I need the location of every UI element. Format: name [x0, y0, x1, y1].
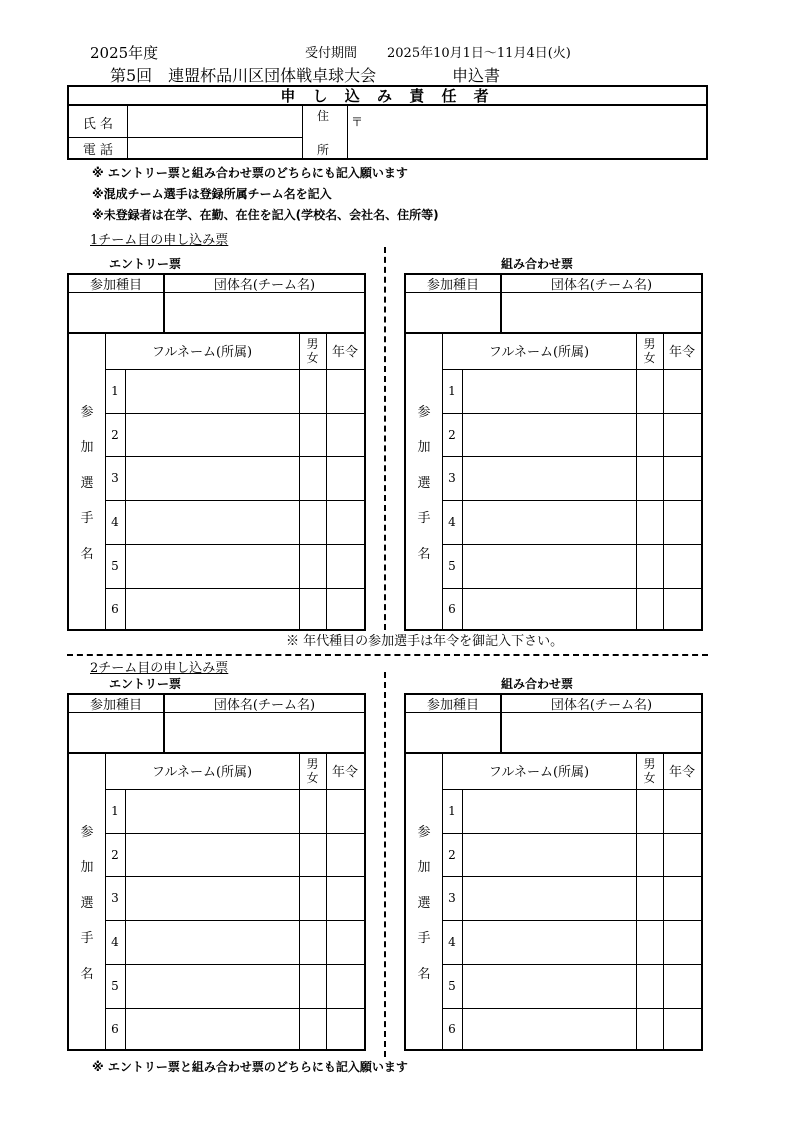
responsible-heading: 申 し 込 み 責 任 者 — [280, 86, 495, 105]
team1-combination-player-6-sex-input[interactable] — [638, 590, 661, 630]
team1-combination-player-3-name-input[interactable] — [464, 458, 634, 498]
team2-entry-player-5-age-input[interactable] — [328, 966, 362, 1006]
team1-entry-player-5-age-input[interactable] — [328, 546, 362, 586]
team2-entry-player-4-sex-input[interactable] — [301, 922, 324, 962]
team2-entry-row-number: 6 — [111, 1022, 119, 1037]
horizontal-divider — [67, 654, 708, 656]
team2-section-title: 2チーム目の申し込み票 — [90, 661, 229, 676]
vertical-divider-top — [384, 247, 386, 630]
fiscal-year: 2025年度 — [90, 44, 159, 62]
postal-mark: 〒 — [351, 115, 364, 129]
team2-combination-player-6-name-input[interactable] — [464, 1010, 634, 1050]
team1-combination-player-6-name-input[interactable] — [464, 590, 634, 630]
team1-entry-category-input[interactable] — [69, 293, 163, 331]
tournament-title: 第5回 連盟杯品川区団体戦卓球大会 — [110, 66, 377, 85]
team1-entry-player-1-sex-input[interactable] — [301, 371, 324, 411]
team1-entry-row-number: 5 — [111, 558, 119, 573]
team2-combination-player-3-age-input[interactable] — [665, 878, 699, 918]
team1-combination-col-line — [636, 332, 637, 631]
team2-entry-row-number: 5 — [111, 978, 119, 993]
team1-combination-row-number: 4 — [448, 514, 456, 529]
team2-combination-player-1-sex-input[interactable] — [638, 791, 661, 831]
period-value: 2025年10月1日～11月4日(火) — [387, 46, 571, 61]
team1-entry-row-line — [105, 500, 366, 501]
team2-combination-sex-female: 女 — [643, 770, 656, 785]
team2-combination-player-2-age-input[interactable] — [665, 835, 699, 875]
team1-combination-category-input[interactable] — [406, 293, 500, 331]
team2-combination-sex-header — [636, 752, 663, 789]
team2-combination-player-2-sex-input[interactable] — [638, 835, 661, 875]
team1-entry-player-1-name-input[interactable] — [127, 371, 297, 411]
team1-entry-player-3-sex-input[interactable] — [301, 458, 324, 498]
address-label-top: 住 — [317, 109, 330, 123]
age-note: ※ 年代種目の参加選手は年令を御記入下さい。 — [286, 634, 564, 649]
team1-combination-player-2-name-input[interactable] — [464, 415, 634, 455]
team2-entry-player-6-age-input[interactable] — [328, 1010, 362, 1050]
team2-combination-fullname-header: フルネーム(所属) — [488, 765, 590, 780]
team1-entry-row-number: 2 — [111, 427, 119, 442]
team1-entry-players-label-char: 選 — [80, 475, 94, 491]
team1-entry-player-5-name-input[interactable] — [127, 546, 297, 586]
team2-entry-player-2-age-input[interactable] — [328, 835, 362, 875]
team2-entry-players-label-char: 参 — [80, 824, 94, 840]
team1-combination-player-2-age-input[interactable] — [665, 415, 699, 455]
team2-combination-row-line — [442, 876, 703, 877]
team1-entry-player-1-age-input[interactable] — [328, 371, 362, 411]
name-label: 氏 名 — [82, 116, 114, 132]
team2-combination-team-name-input[interactable] — [502, 713, 701, 751]
team2-entry-player-1-age-input[interactable] — [328, 791, 362, 831]
team1-section-title: 1チーム目の申し込み票 — [90, 233, 229, 248]
team1-entry-player-2-sex-input[interactable] — [301, 415, 324, 455]
team1-entry-player-5-sex-input[interactable] — [301, 546, 324, 586]
team1-combination-team-name-input[interactable] — [502, 293, 701, 331]
team2-combination-player-4-age-input[interactable] — [665, 922, 699, 962]
team1-entry-row-number: 1 — [111, 383, 119, 398]
team1-combination-fullname-header: フルネーム(所属) — [488, 345, 590, 360]
team2-combination-age-header: 年令 — [668, 765, 695, 780]
team1-combination-sex-male: 男 — [643, 336, 656, 351]
team2-entry-players-label-char: 加 — [80, 860, 94, 875]
team2-combination-player-6-age-input[interactable] — [665, 1010, 699, 1050]
team1-entry-label: エントリー票 — [109, 257, 182, 271]
team1-entry-player-2-age-input[interactable] — [328, 415, 362, 455]
team2-entry-player-5-sex-input[interactable] — [301, 966, 324, 1006]
team2-combination-row-number: 6 — [448, 1022, 456, 1037]
team1-combination-player-4-name-input[interactable] — [464, 502, 634, 542]
team1-combination-players-label-char: 名 — [417, 546, 431, 562]
team2-entry-player-4-name-input[interactable] — [127, 922, 297, 962]
team1-combination-row-line — [442, 500, 703, 501]
team1-entry-row-number: 4 — [111, 514, 119, 529]
team2-entry-players-label-char: 名 — [80, 966, 94, 982]
team1-entry-sex-female: 女 — [306, 350, 319, 365]
team1-entry-player-6-sex-input[interactable] — [301, 590, 324, 630]
team2-entry-category-input[interactable] — [69, 713, 163, 751]
team1-entry-player-4-name-input[interactable] — [127, 502, 297, 542]
team1-entry-row-line — [105, 413, 366, 414]
team2-combination-player-3-name-input[interactable] — [464, 878, 634, 918]
team2-entry-row-number: 3 — [111, 891, 119, 906]
team1-entry-players-label-char: 名 — [80, 546, 94, 562]
note-2: ※混成チーム選手は登録所属チーム名を記入 — [92, 187, 332, 201]
team2-entry-col-line — [326, 752, 327, 1051]
team2-combination-players-label-char: 名 — [417, 966, 431, 982]
team2-combination-row-line — [442, 1008, 703, 1009]
team1-entry-row-line — [105, 369, 366, 370]
team2-entry-player-1-name-input[interactable] — [127, 791, 297, 831]
team2-combination-row-line — [442, 964, 703, 965]
team2-entry-row-number: 4 — [111, 934, 119, 949]
team1-combination-player-1-sex-input[interactable] — [638, 371, 661, 411]
team2-entry-label: エントリー票 — [109, 677, 182, 691]
team1-entry-player-3-name-input[interactable] — [127, 458, 297, 498]
team1-combination-player-3-age-input[interactable] — [665, 458, 699, 498]
team1-combination-row-number: 2 — [448, 427, 456, 442]
team2-entry-row-line — [105, 1008, 366, 1009]
team2-combination-players-label-char: 参 — [417, 824, 431, 840]
team2-combination-player-3-sex-input[interactable] — [638, 878, 661, 918]
team2-combination-players-label-char: 手 — [417, 931, 431, 946]
note-3: ※未登録者は在学、在勤、在住を記入(学校名、会社名、住所等) — [92, 208, 439, 222]
team1-combination-row-number: 6 — [448, 602, 456, 617]
address-field[interactable] — [348, 107, 706, 159]
team1-combination-players-label-char: 加 — [417, 440, 431, 455]
team2-combination-player-1-age-input[interactable] — [665, 791, 699, 831]
team2-entry-row-line — [105, 920, 366, 921]
team1-entry-player-4-age-input[interactable] — [328, 502, 362, 542]
team2-combination-player-4-sex-input[interactable] — [638, 922, 661, 962]
team1-entry-col-line — [299, 332, 300, 631]
team2-entry-row-line — [105, 833, 366, 834]
team2-entry-row-line — [105, 964, 366, 965]
team1-entry-player-6-age-input[interactable] — [328, 590, 362, 630]
team1-entry-player-3-age-input[interactable] — [328, 458, 362, 498]
team2-entry-category-label: 参加種目 — [89, 697, 142, 713]
team1-entry-row-number: 6 — [111, 602, 119, 617]
team1-entry-team-name-label: 団体名(チーム名) — [213, 277, 316, 293]
team1-combination-sex-header — [636, 332, 663, 369]
team2-combination-sex-male: 男 — [643, 756, 656, 771]
team2-entry-row-number: 1 — [111, 803, 119, 818]
team2-entry-players-label-char: 選 — [80, 895, 94, 911]
team2-entry-player-4-age-input[interactable] — [328, 922, 362, 962]
team1-combination-label: 組み合わせ票 — [501, 257, 574, 271]
team1-combination-row-number: 3 — [448, 471, 456, 486]
team2-combination-row-number: 3 — [448, 891, 456, 906]
team2-combination-row-number: 2 — [448, 847, 456, 862]
team2-combination-row-line — [442, 833, 703, 834]
team1-combination-player-2-sex-input[interactable] — [638, 415, 661, 455]
footer-note: ※ エントリー票と組み合わせ票のどちらにも記入願います — [92, 1060, 408, 1074]
team1-entry-team-name-input[interactable] — [165, 293, 364, 331]
team1-combination-player-4-age-input[interactable] — [665, 502, 699, 542]
team1-combination-players-label-char: 参 — [417, 404, 431, 420]
team2-combination-player-2-name-input[interactable] — [464, 835, 634, 875]
team1-combination-row-number: 5 — [448, 558, 456, 573]
team2-combination-player-5-name-input[interactable] — [464, 966, 634, 1006]
team2-combination-players-label-char: 選 — [417, 895, 431, 911]
team1-combination-player-5-name-input[interactable] — [464, 546, 634, 586]
team2-combination-row-number: 4 — [448, 934, 456, 949]
team1-combination-sex-female: 女 — [643, 350, 656, 365]
team1-entry-player-4-sex-input[interactable] — [301, 502, 324, 542]
team1-entry-fullname-header: フルネーム(所属) — [151, 345, 253, 360]
team1-combination-row-line — [442, 588, 703, 589]
team2-entry-row-line — [105, 876, 366, 877]
team2-combination-player-4-name-input[interactable] — [464, 922, 634, 962]
team1-entry-player-6-name-input[interactable] — [127, 590, 297, 630]
name-field[interactable] — [128, 107, 302, 137]
team1-combination-player-1-age-input[interactable] — [665, 371, 699, 411]
team2-entry-player-5-name-input[interactable] — [127, 966, 297, 1006]
team2-combination-players-label-char: 加 — [417, 860, 431, 875]
team1-entry-sex-header — [299, 332, 326, 369]
team2-entry-player-3-sex-input[interactable] — [301, 878, 324, 918]
team2-combination-player-5-age-input[interactable] — [665, 966, 699, 1006]
team2-entry-sex-female: 女 — [306, 770, 319, 785]
team1-combination-players-label-char: 手 — [417, 511, 431, 526]
team1-entry-sex-male: 男 — [306, 336, 319, 351]
team1-combination-player-5-age-input[interactable] — [665, 546, 699, 586]
note-1: ※ エントリー票と組み合わせ票のどちらにも記入願います — [92, 166, 408, 180]
team2-combination-row-number: 5 — [448, 978, 456, 993]
team1-combination-players-label-char: 選 — [417, 475, 431, 491]
team1-entry-players-label-char: 加 — [80, 440, 94, 455]
team2-entry-players-label-char: 手 — [80, 931, 94, 946]
team1-entry-row-line — [105, 544, 366, 545]
vertical-divider-bottom — [384, 672, 386, 1057]
phone-label: 電 話 — [82, 143, 114, 158]
team1-entry-col-line — [326, 332, 327, 631]
phone-field[interactable] — [128, 138, 302, 159]
team1-combination-age-header: 年令 — [668, 345, 695, 360]
team2-entry-player-3-age-input[interactable] — [328, 878, 362, 918]
team2-entry-team-name-input[interactable] — [165, 713, 364, 751]
team2-entry-row-line — [105, 789, 366, 790]
team1-combination-player-6-age-input[interactable] — [665, 590, 699, 630]
team2-entry-team-name-label: 団体名(チーム名) — [213, 697, 316, 713]
team2-combination-row-number: 1 — [448, 803, 456, 818]
team1-entry-row-line — [105, 456, 366, 457]
team1-combination-row-line — [442, 544, 703, 545]
team2-entry-player-6-sex-input[interactable] — [301, 1010, 324, 1050]
team1-combination-row-line — [442, 369, 703, 370]
team2-entry-player-2-sex-input[interactable] — [301, 835, 324, 875]
address-label-bottom: 所 — [317, 143, 330, 157]
team1-combination-player-3-sex-input[interactable] — [638, 458, 661, 498]
team1-entry-player-2-name-input[interactable] — [127, 415, 297, 455]
team1-entry-row-line — [105, 588, 366, 589]
period-label: 受付期間 — [305, 46, 358, 61]
team2-combination-col-line — [663, 752, 664, 1051]
team2-entry-age-header: 年令 — [331, 765, 358, 780]
team1-entry-row-number: 3 — [111, 471, 119, 486]
team1-combination-row-number: 1 — [448, 383, 456, 398]
team2-entry-sex-header — [299, 752, 326, 789]
team1-combination-player-4-sex-input[interactable] — [638, 502, 661, 542]
team1-combination-category-label: 参加種目 — [426, 277, 479, 293]
team2-combination-team-name-label: 団体名(チーム名) — [550, 697, 653, 713]
team2-entry-player-6-name-input[interactable] — [127, 1010, 297, 1050]
team2-combination-col-line — [636, 752, 637, 1051]
team2-entry-sex-male: 男 — [306, 756, 319, 771]
team1-entry-category-label: 参加種目 — [89, 277, 142, 293]
team2-combination-player-1-name-input[interactable] — [464, 791, 634, 831]
team2-entry-fullname-header: フルネーム(所属) — [151, 765, 253, 780]
team1-combination-row-line — [442, 413, 703, 414]
team1-combination-row-line — [442, 456, 703, 457]
team2-entry-player-3-name-input[interactable] — [127, 878, 297, 918]
team1-combination-player-1-name-input[interactable] — [464, 371, 634, 411]
team2-combination-category-input[interactable] — [406, 713, 500, 751]
team1-combination-col-line — [663, 332, 664, 631]
team1-combination-player-5-sex-input[interactable] — [638, 546, 661, 586]
form-name: 申込書 — [452, 66, 501, 85]
team2-entry-player-2-name-input[interactable] — [127, 835, 297, 875]
team2-entry-col-line — [299, 752, 300, 1051]
team2-entry-player-1-sex-input[interactable] — [301, 791, 324, 831]
team2-combination-label: 組み合わせ票 — [501, 677, 574, 691]
team1-entry-age-header: 年令 — [331, 345, 358, 360]
team2-combination-player-6-sex-input[interactable] — [638, 1010, 661, 1050]
team2-combination-player-5-sex-input[interactable] — [638, 966, 661, 1006]
team1-entry-players-label-char: 手 — [80, 511, 94, 526]
team2-entry-row-number: 2 — [111, 847, 119, 862]
team2-combination-row-line — [442, 789, 703, 790]
team2-combination-row-line — [442, 920, 703, 921]
team2-combination-category-label: 参加種目 — [426, 697, 479, 713]
team1-combination-team-name-label: 団体名(チーム名) — [550, 277, 653, 293]
team1-entry-players-label-char: 参 — [80, 404, 94, 420]
